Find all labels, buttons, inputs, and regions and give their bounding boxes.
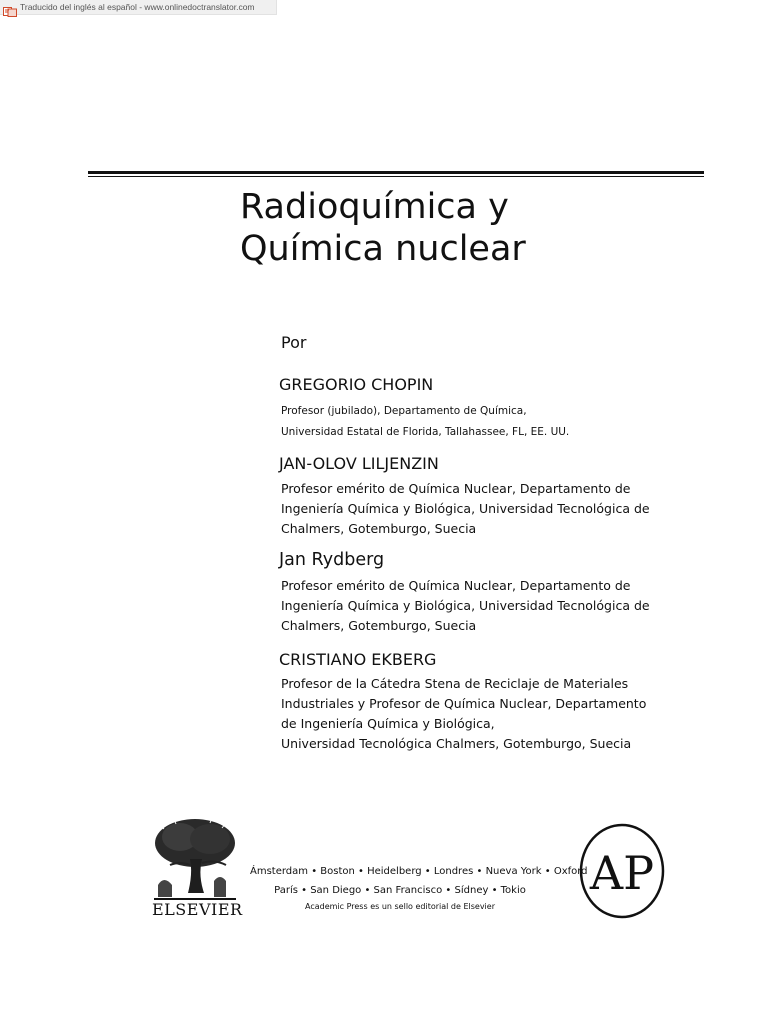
translator-icon <box>3 2 17 12</box>
affiliation-line: Profesor de la Cátedra Stena de Reciclaje de Materiales <box>281 676 629 691</box>
title-rule-thick <box>88 171 704 174</box>
author-name: JAN-OLOV LILJENZIN <box>279 454 439 473</box>
author-name: Jan Rydberg <box>279 550 385 570</box>
author-affiliation <box>281 479 650 539</box>
affiliation-line: Universidad Estatal de Florida, Tallahassee, FL, EE. UU. <box>281 426 570 438</box>
author-affiliation <box>281 674 646 754</box>
affiliation-line: Profesor emérito de Química Nuclear, Departamento de <box>281 578 631 593</box>
affiliation-line: Chalmers, Gotemburgo, Suecia <box>281 618 477 633</box>
affiliation-line: Profesor (jubilado), Departamento de Química, <box>281 405 527 417</box>
publisher-cities <box>250 862 588 914</box>
by-label: Por <box>281 333 307 352</box>
affiliation-line: de Ingeniería Química y Biológica, <box>281 716 495 731</box>
title-rule-thin <box>88 176 704 177</box>
affiliation-line: Universidad Tecnológica Chalmers, Gotemburgo, Suecia <box>281 736 632 751</box>
cities-line-1: Ámsterdam • Boston • Heidelberg • Londres • Nueva York • Oxford <box>250 866 588 877</box>
affiliation-line: Industriales y Profesor de Química Nuclear, Departamento <box>281 696 647 711</box>
title-line-2: Química nuclear <box>240 229 526 269</box>
affiliation-line: Ingeniería Química y Biológica, Universidad Tecnológica de <box>281 501 650 516</box>
book-title <box>240 186 526 270</box>
author-name: CRISTIANO EKBERG <box>279 650 437 669</box>
translator-banner-text[interactable]: Traducido del inglés al español - www.onlinedoctranslator.com <box>20 2 255 12</box>
cities-line-2: París • San Diego • San Francisco • Sídney • Tokio <box>274 885 526 896</box>
ap-logo-text: AP <box>589 846 655 900</box>
title-line-1: Radioquímica y <box>240 187 509 227</box>
imprint-note: Academic Press es un sello editorial de Elsevier <box>305 902 495 911</box>
affiliation-line: Ingeniería Química y Biológica, Universidad Tecnológica de <box>281 598 650 613</box>
author-affiliation <box>281 401 569 443</box>
translator-banner[interactable] <box>0 0 277 15</box>
affiliation-line: Chalmers, Gotemburgo, Suecia <box>281 521 477 536</box>
academic-press-logo-icon <box>578 823 666 919</box>
elsevier-logo-text: ELSEVIER <box>152 900 243 919</box>
author-affiliation <box>281 576 650 636</box>
author-name: GREGORIO CHOPIN <box>279 375 434 394</box>
affiliation-line: Profesor emérito de Química Nuclear, Departamento de <box>281 481 631 496</box>
